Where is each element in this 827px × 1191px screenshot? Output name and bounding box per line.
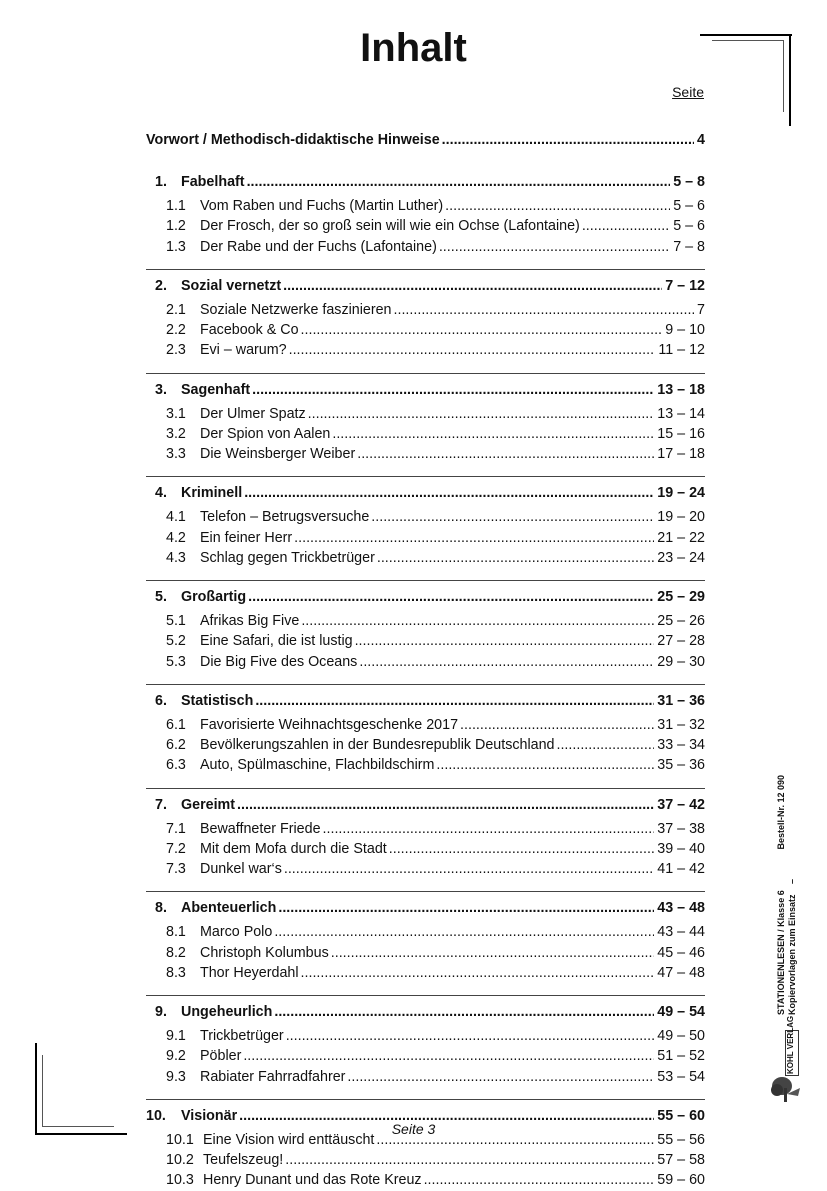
toc-chapter-number: 10. <box>146 1107 166 1124</box>
toc-section-title: Thor Heyerdahl <box>200 964 299 981</box>
toc-section-title: Soziale Netzwerke faszinieren <box>200 301 392 318</box>
toc-section-pages: 9 – 10 <box>665 322 705 339</box>
toc-chapter-row[interactable] <box>146 898 705 918</box>
dot-leader <box>460 715 654 735</box>
dot-leader <box>247 172 671 192</box>
toc-section-pages: 15 – 16 <box>657 425 705 442</box>
dot-leader <box>278 898 654 918</box>
toc-chapter-pages: 31 – 36 <box>657 692 705 709</box>
toc-chapter-block <box>146 1099 705 1191</box>
dot-leader <box>243 1046 654 1066</box>
toc-section-number: 1.2 <box>166 218 186 235</box>
toc-section-row[interactable] <box>146 1067 705 1087</box>
toc-section-row[interactable] <box>146 631 705 651</box>
toc-section-number: 6.1 <box>166 716 186 733</box>
toc-section-number: 4.3 <box>166 549 186 566</box>
sidebar-imprint <box>776 775 806 1015</box>
dot-leader <box>289 340 656 360</box>
toc-section-number: 4.2 <box>166 529 186 546</box>
toc-section-number: 2.2 <box>166 322 186 339</box>
toc-section-title: Telefon – Betrugsversuche <box>200 509 370 526</box>
toc-section-row[interactable] <box>146 1170 705 1190</box>
toc-chapter-block <box>146 684 705 776</box>
page-footer: Seite 3 <box>391 1121 436 1137</box>
toc-section-pages: 53 – 54 <box>657 1068 705 1085</box>
toc-chapter-title: Kriminell <box>181 485 243 502</box>
toc-intro-title: Vorwort / Methodisch-didaktische Hinweise <box>146 132 440 148</box>
toc-section-title: Eine Vision wird enttäuscht <box>203 1131 375 1148</box>
dot-leader <box>357 444 654 464</box>
dot-leader <box>389 839 655 859</box>
dot-leader <box>286 1026 655 1046</box>
toc-chapter-title: Statistisch <box>181 692 254 709</box>
dot-leader <box>332 424 654 444</box>
toc-section-number: 4.1 <box>166 509 186 526</box>
toc-section-pages: 41 – 42 <box>657 861 705 878</box>
toc-chapter-number: 5. <box>155 589 167 605</box>
toc-section-number: 5.2 <box>166 633 186 650</box>
toc-section-number: 2.3 <box>166 342 186 359</box>
dot-leader <box>274 1002 654 1022</box>
toc-section-pages: 29 – 30 <box>657 653 705 670</box>
toc-chapter-block <box>146 269 705 361</box>
toc-section-row[interactable] <box>146 715 705 735</box>
toc-chapter-number: 4. <box>155 485 167 502</box>
toc-section-pages: 47 – 48 <box>657 964 705 981</box>
dot-leader <box>556 735 654 755</box>
toc-chapter-pages: 43 – 48 <box>657 900 705 917</box>
toc-section-title: Bevölkerungszahlen in der Bundesrepublik Deutschland <box>200 737 555 754</box>
publisher-name: KOHL VERLAG <box>786 1015 795 1074</box>
toc-section-row[interactable] <box>146 424 705 444</box>
toc-section-title: Bewaffneter Friede <box>200 820 321 837</box>
toc-section-row[interactable] <box>146 943 705 963</box>
toc-chapter-number: 6. <box>155 692 167 709</box>
toc-chapter-title: Ungeheurlich <box>181 1004 273 1020</box>
toc-section-row[interactable] <box>146 611 705 631</box>
dot-leader <box>331 943 655 963</box>
toc-section-number: 10.2 <box>166 1152 194 1169</box>
dot-leader <box>394 300 695 320</box>
toc-section-number: 7.2 <box>166 840 186 857</box>
toc-chapter-row[interactable] <box>146 587 705 607</box>
toc-section-pages: 27 – 28 <box>657 633 705 650</box>
toc-section-pages: 51 – 52 <box>657 1048 705 1065</box>
toc-section-number: 5.3 <box>166 653 186 670</box>
toc-section-pages: 7 <box>697 301 705 318</box>
toc-section-row[interactable] <box>146 652 705 672</box>
toc-section-number: 9.2 <box>166 1048 186 1065</box>
toc-chapters <box>146 166 705 1191</box>
dot-leader <box>377 548 654 568</box>
toc-chapter-number: 1. <box>155 174 167 190</box>
dot-leader <box>582 216 670 236</box>
toc-section-pages: 19 – 20 <box>657 509 705 526</box>
toc-section-pages: 43 – 44 <box>657 924 705 941</box>
dot-leader <box>284 859 654 879</box>
toc-chapter-pages: 55 – 60 <box>657 1107 705 1124</box>
toc-section-number: 6.3 <box>166 757 186 774</box>
toc-section-pages: 39 – 40 <box>657 840 705 857</box>
toc-section-row[interactable] <box>146 528 705 548</box>
toc-chapter-row[interactable] <box>146 795 705 815</box>
toc-section-pages: 49 – 50 <box>657 1028 705 1045</box>
toc-chapter-block <box>146 373 705 465</box>
toc-section-pages: 25 – 26 <box>657 613 705 630</box>
toc-section-pages: 59 – 60 <box>657 1172 705 1189</box>
toc-section-pages: 11 – 12 <box>658 342 705 359</box>
dot-leader <box>252 380 654 400</box>
toc-section-title: Favorisierte Weihnachtsgeschenke 2017 <box>200 716 459 733</box>
toc-section-pages: 37 – 38 <box>657 820 705 837</box>
page-title: Inhalt <box>360 26 467 70</box>
toc-chapter-pages: 7 – 12 <box>665 277 705 294</box>
toc-section-row[interactable] <box>146 404 705 424</box>
toc-chapter-number: 3. <box>155 381 167 398</box>
toc-section-title: Trickbetrüger <box>200 1028 284 1045</box>
dot-leader <box>301 320 663 340</box>
imprint-subtitle: Kopiervorlagen zum Einsatz <box>787 894 797 1015</box>
toc-section-title: Vom Raben und Fuchs (Martin Luther) <box>200 198 444 215</box>
toc-section-pages: 7 – 8 <box>673 238 705 255</box>
toc-section-number: 3.3 <box>166 446 186 463</box>
toc-chapter-title: Sozial vernetzt <box>181 277 282 294</box>
toc-chapter-number: 2. <box>155 277 167 294</box>
dot-leader <box>424 1170 655 1190</box>
toc-chapter-title: Sagenhaft <box>181 381 251 398</box>
toc-chapter-pages: 49 – 54 <box>657 1004 705 1020</box>
toc-section-number: 10.3 <box>166 1172 194 1189</box>
imprint-separator: – <box>787 878 797 884</box>
toc-chapter-number: 8. <box>155 900 167 917</box>
dot-leader <box>294 528 654 548</box>
dot-leader <box>371 507 654 527</box>
toc-section-pages: 33 – 34 <box>657 737 705 754</box>
toc-section-number: 7.3 <box>166 861 186 878</box>
toc-section-number: 6.2 <box>166 737 186 754</box>
toc-section-title: Mit dem Mofa durch die Stadt <box>200 840 387 857</box>
toc-section-title: Der Frosch, der so groß sein will wie ein Ochse (Lafontaine) <box>200 218 580 235</box>
toc-section-title: Die Weinsberger Weiber <box>200 446 356 463</box>
toc-chapter-row[interactable] <box>146 691 705 711</box>
dot-leader <box>244 483 654 503</box>
dot-leader <box>359 652 654 672</box>
toc-section-row[interactable] <box>146 1026 705 1046</box>
dot-leader <box>285 1150 654 1170</box>
toc-chapter-block <box>146 476 705 568</box>
toc-chapter-block <box>146 166 705 257</box>
toc-chapter-title: Abenteuerlich <box>181 900 277 917</box>
toc-chapter-block <box>146 788 705 880</box>
toc-section-pages: 5 – 6 <box>673 198 705 215</box>
publisher-logo <box>770 1015 804 1102</box>
imprint-series: STATIONENLESEN / Klasse 6 <box>776 890 786 1015</box>
corner-line-left-inner <box>42 1055 43 1127</box>
toc-section-pages: 45 – 46 <box>657 944 705 961</box>
dot-leader <box>323 819 655 839</box>
toc-chapter-title: Großartig <box>181 589 247 605</box>
toc-section-row[interactable] <box>146 922 705 942</box>
toc-section-pages: 57 – 58 <box>657 1152 705 1169</box>
toc-section-title: Auto, Spülmaschine, Flachbildschirm <box>200 757 435 774</box>
page-column-label: Seite <box>672 84 704 100</box>
toc-section-title: Der Ulmer Spatz <box>200 405 306 422</box>
toc-section-title: Rabiater Fahrradfahrer <box>200 1068 346 1085</box>
toc-section-title: Marco Polo <box>200 924 273 941</box>
toc-chapter-pages: 25 – 29 <box>657 589 705 605</box>
toc-section-row[interactable] <box>146 735 705 755</box>
toc-section-number: 7.1 <box>166 820 186 837</box>
toc-section-row[interactable] <box>146 340 705 360</box>
toc-intro-row[interactable] <box>146 130 705 152</box>
toc-section-number: 1.1 <box>166 198 186 215</box>
toc-intro-page: 4 <box>697 132 705 148</box>
dot-leader <box>237 795 654 815</box>
dot-leader <box>308 404 655 424</box>
toc-chapter-pages: 19 – 24 <box>657 485 705 502</box>
toc-section-title: Pöbler <box>200 1048 242 1065</box>
toc-section-title: Evi – warum? <box>200 342 287 359</box>
toc-section-row[interactable] <box>146 196 705 216</box>
toc-chapter-block <box>146 891 705 983</box>
toc-chapter-block <box>146 580 705 672</box>
toc-section-row[interactable] <box>146 819 705 839</box>
toc-section-pages: 21 – 22 <box>657 529 705 546</box>
toc-section-title: Der Spion von Aalen <box>200 425 331 442</box>
toc-section-number: 1.3 <box>166 238 186 255</box>
toc-section-row[interactable] <box>146 507 705 527</box>
toc-section-title: Facebook & Co <box>200 322 299 339</box>
toc-section-row[interactable] <box>146 755 705 775</box>
toc-chapter-row[interactable] <box>146 276 705 296</box>
imprint-order-number: Bestell-Nr. 12 090 <box>776 775 786 850</box>
toc-section-number: 2.1 <box>166 301 186 318</box>
dot-leader <box>439 237 670 257</box>
toc-chapter-row[interactable] <box>146 380 705 400</box>
toc-section-row[interactable] <box>146 320 705 340</box>
toc-section-number: 5.1 <box>166 613 186 630</box>
toc-section-pages: 35 – 36 <box>657 757 705 774</box>
toc-section-number: 3.1 <box>166 405 186 422</box>
toc-section-row[interactable] <box>146 548 705 568</box>
toc-section-title: Dunkel war‘s <box>200 861 282 878</box>
toc-chapter-number: 9. <box>155 1004 167 1020</box>
dot-leader <box>347 1067 654 1087</box>
toc-section-title: Afrikas Big Five <box>200 613 300 630</box>
toc-section-number: 8.1 <box>166 924 186 941</box>
toc-section-pages: 17 – 18 <box>657 446 705 463</box>
toc-section-row[interactable] <box>146 859 705 879</box>
toc-section-row[interactable] <box>146 1150 705 1170</box>
toc-section-row[interactable] <box>146 963 705 983</box>
toc-section-title: Teufelszeug! <box>203 1152 284 1169</box>
dot-leader <box>355 631 655 651</box>
toc-section-pages: 55 – 56 <box>657 1131 705 1148</box>
toc-section-row[interactable] <box>146 839 705 859</box>
dot-leader <box>442 130 694 150</box>
toc-chapter-block <box>146 995 705 1087</box>
tree-icon <box>770 1074 804 1102</box>
toc-section-pages: 23 – 24 <box>657 549 705 566</box>
toc-chapter-pages: 5 – 8 <box>673 174 705 190</box>
dot-leader <box>274 922 654 942</box>
toc-section-row[interactable] <box>146 237 705 257</box>
toc-section-title: Henry Dunant und das Rote Kreuz <box>203 1172 422 1189</box>
toc-section-title: Die Big Five des Oceans <box>200 653 358 670</box>
dot-leader <box>283 276 662 296</box>
dot-leader <box>301 963 655 983</box>
toc-section-row[interactable] <box>146 300 705 320</box>
toc-section-row[interactable] <box>146 1046 705 1066</box>
dot-leader <box>255 691 654 711</box>
toc-chapter-row[interactable] <box>146 483 705 503</box>
dot-leader <box>445 196 670 216</box>
dot-leader <box>301 611 654 631</box>
toc-section-pages: 13 – 14 <box>657 405 705 422</box>
toc-chapter-title: Visionär <box>181 1107 238 1124</box>
toc-section-title: Christoph Kolumbus <box>200 944 329 961</box>
dot-leader <box>436 755 654 775</box>
toc-section-title: Eine Safari, die ist lustig <box>200 633 353 650</box>
toc-section-number: 8.2 <box>166 944 186 961</box>
toc-section-title: Ein feiner Herr <box>200 529 293 546</box>
toc-section-row[interactable] <box>146 216 705 236</box>
toc-section-number: 3.2 <box>166 425 186 442</box>
toc-section-pages: 5 – 6 <box>673 218 705 235</box>
dot-leader <box>248 587 654 607</box>
toc-section-number: 9.1 <box>166 1028 186 1045</box>
toc-section-number: 8.3 <box>166 964 186 981</box>
toc-chapter-title: Fabelhaft <box>181 174 245 190</box>
table-of-contents <box>146 130 705 1191</box>
toc-section-pages: 31 – 32 <box>657 716 705 733</box>
toc-chapter-row[interactable] <box>146 1002 705 1022</box>
toc-chapter-pages: 13 – 18 <box>657 381 705 398</box>
toc-chapter-pages: 37 – 42 <box>657 796 705 813</box>
toc-section-row[interactable] <box>146 444 705 464</box>
toc-chapter-title: Gereimt <box>181 796 236 813</box>
toc-section-title: Der Rabe und der Fuchs (Lafontaine) <box>200 238 437 255</box>
toc-section-number: 9.3 <box>166 1068 186 1085</box>
toc-chapter-number: 7. <box>155 796 167 813</box>
toc-chapter-row[interactable] <box>146 172 705 192</box>
toc-section-title: Schlag gegen Trickbetrüger <box>200 549 375 566</box>
toc-section-number: 10.1 <box>166 1131 194 1148</box>
